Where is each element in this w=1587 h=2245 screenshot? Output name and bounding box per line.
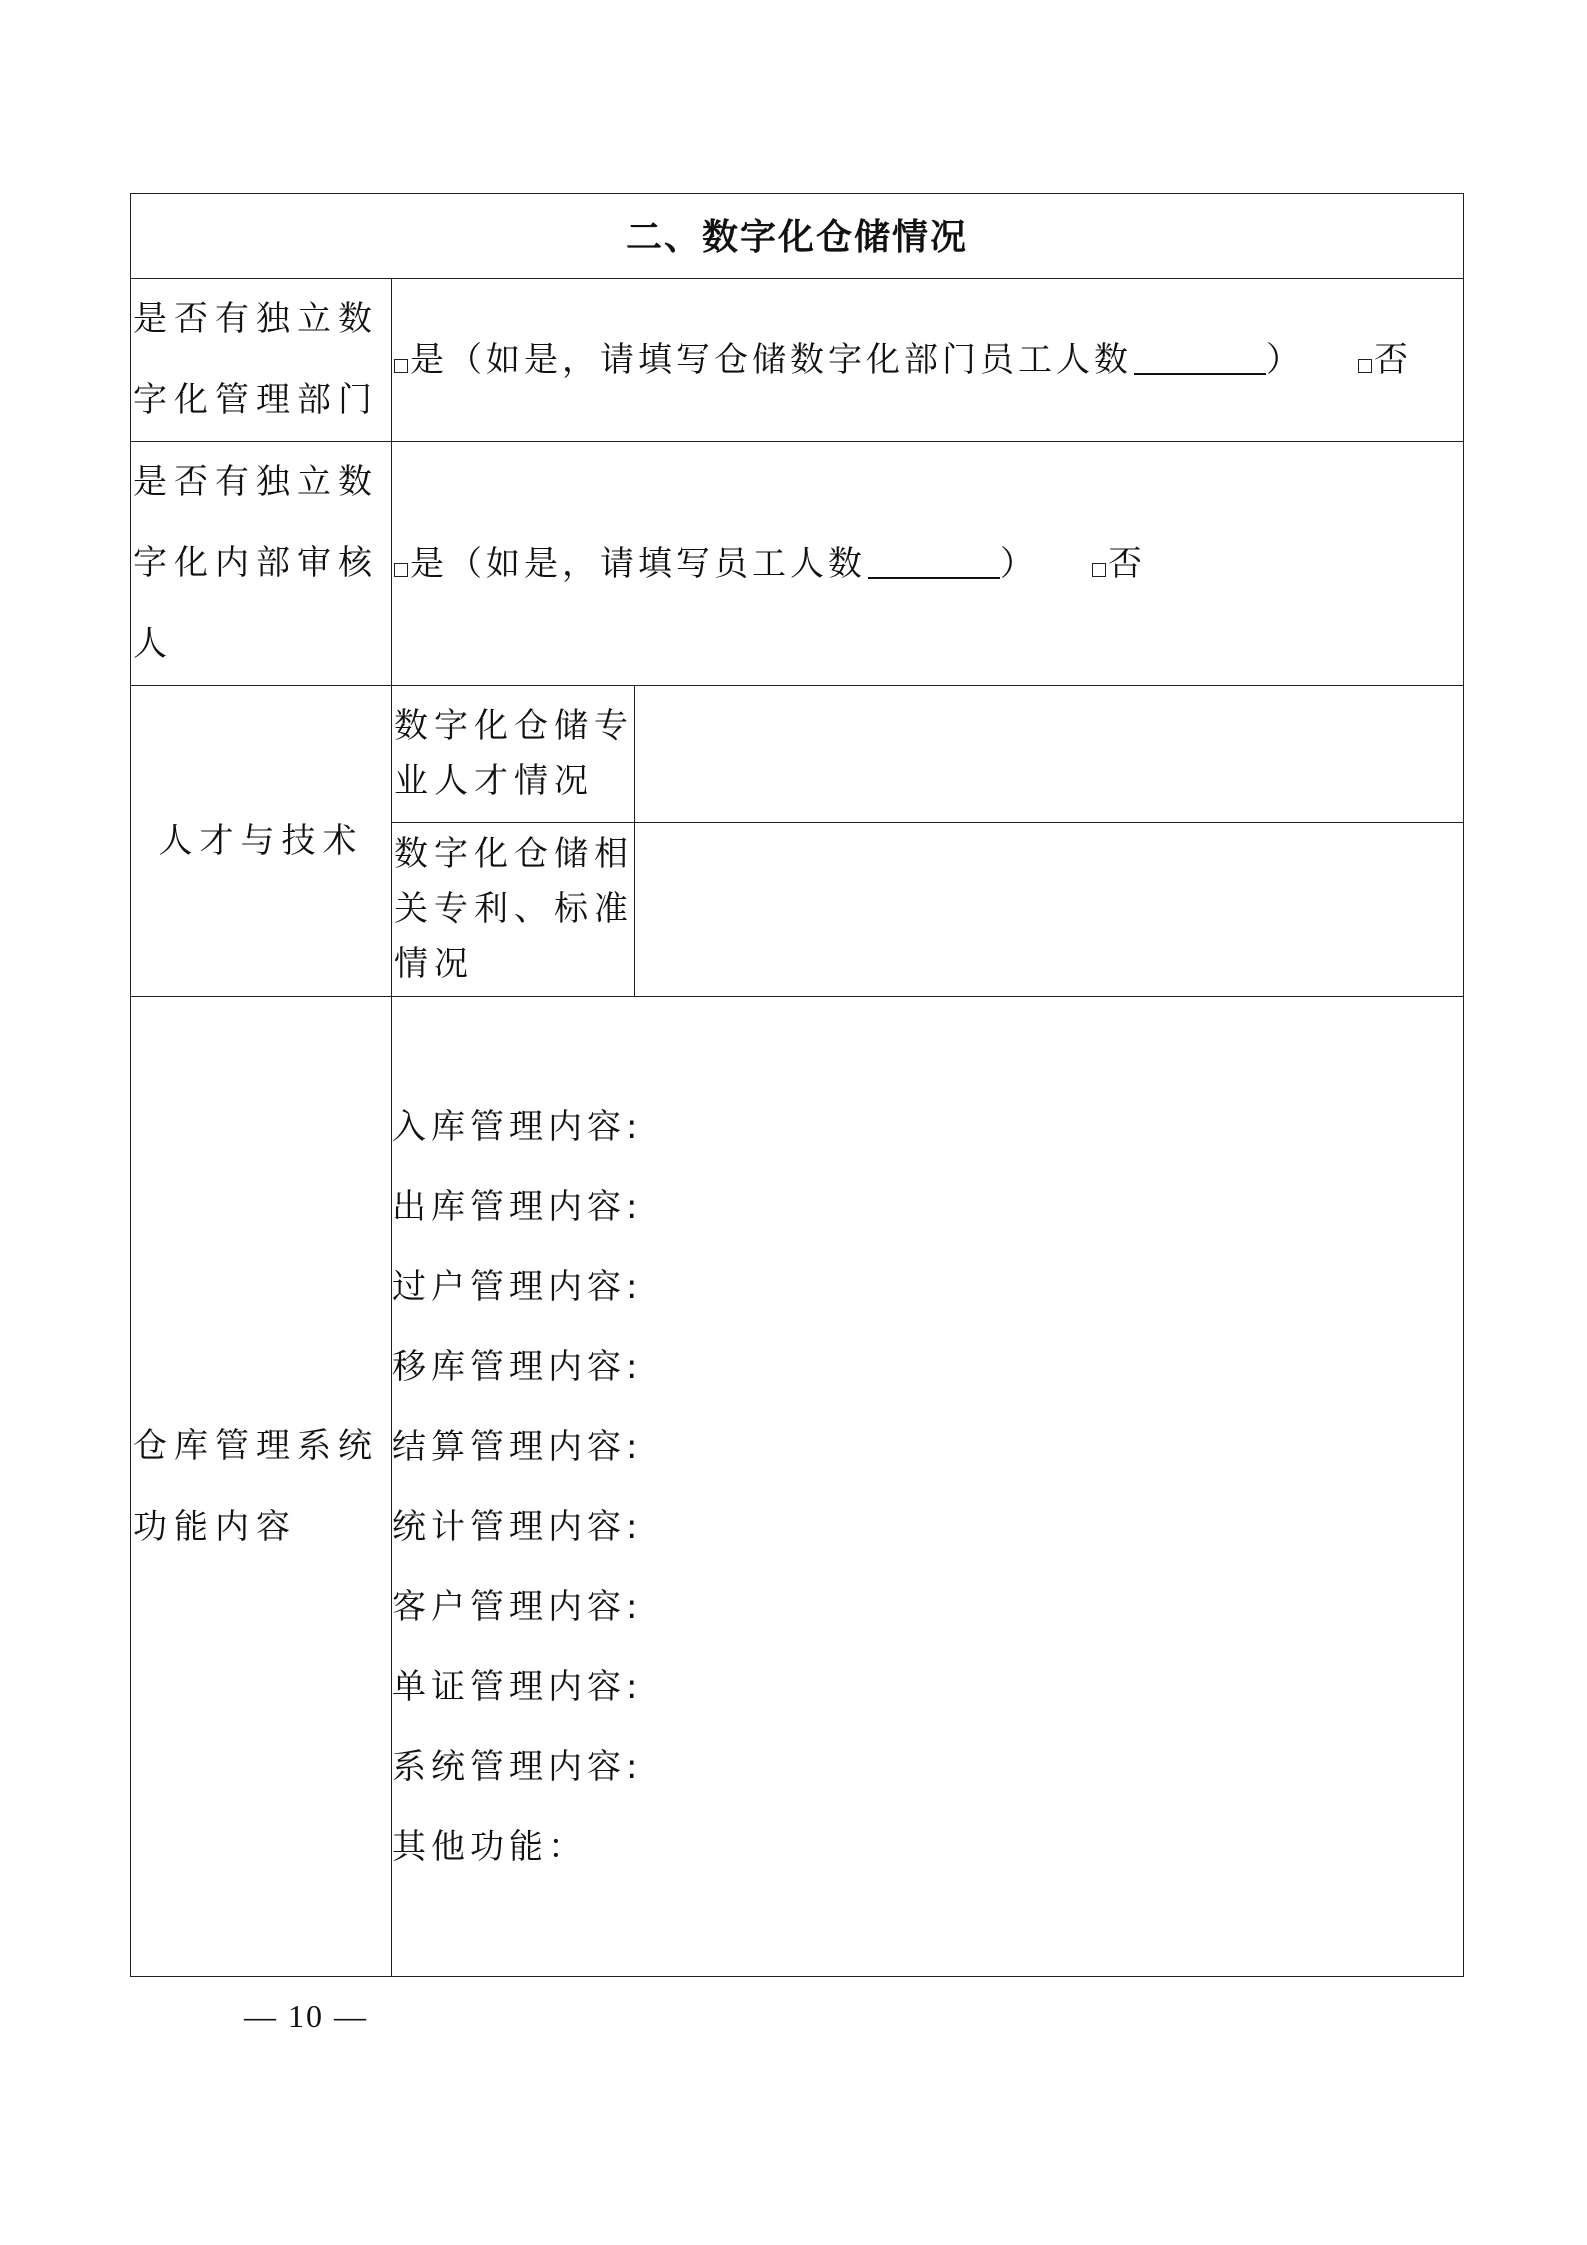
wms-label bbox=[131, 997, 392, 1977]
wms-label-line2: 功能内容 bbox=[133, 1506, 297, 1547]
talent-sub-label-1-line1: 数字化仓储专 bbox=[394, 706, 634, 746]
department-answer-cell bbox=[392, 279, 1464, 442]
department-label bbox=[131, 279, 392, 442]
auditor-label-line3: 人 bbox=[133, 624, 174, 664]
list-item: 过户管理内容: bbox=[392, 1266, 643, 1307]
talent-sub-label-2 bbox=[392, 823, 635, 997]
talent-answer-cell-2[interactable] bbox=[635, 823, 1464, 997]
list-item: 入库管理内容: bbox=[392, 1106, 643, 1147]
talent-sub-label-2-line3: 情况 bbox=[394, 944, 474, 984]
wms-function-list bbox=[392, 997, 1464, 1977]
warehouse-digitalization-form bbox=[130, 193, 1464, 1977]
department-close-paren: ） bbox=[1266, 340, 1300, 380]
department-row bbox=[131, 279, 1464, 442]
list-item: 出库管理内容: bbox=[392, 1186, 643, 1227]
talent-sub-label-1-line2: 业人才情况 bbox=[394, 761, 594, 801]
wms-label-line1: 仓库管理系统 bbox=[133, 1425, 379, 1466]
department-label-line2: 字化管理部门 bbox=[133, 380, 379, 420]
talent-row-1 bbox=[131, 686, 1464, 823]
list-item: 统计管理内容: bbox=[392, 1506, 643, 1547]
page-number: — 10 — bbox=[244, 1998, 368, 2034]
talent-answer-cell-1[interactable] bbox=[635, 686, 1464, 823]
list-item: 系统管理内容: bbox=[392, 1746, 643, 1787]
auditor-row bbox=[131, 442, 1464, 686]
auditor-label-line2: 字化内部审核 bbox=[133, 543, 379, 583]
wms-row bbox=[131, 997, 1464, 1977]
department-no-text: 否 bbox=[1374, 340, 1408, 380]
auditor-answer-cell bbox=[392, 442, 1464, 686]
list-item: 移库管理内容: bbox=[392, 1346, 643, 1387]
auditor-staff-count-blank[interactable] bbox=[868, 547, 1000, 579]
auditor-close-paren: ） bbox=[1000, 543, 1034, 584]
department-yes-text: 是（如是，请填写仓储数字化部门员工人数 bbox=[410, 340, 1132, 380]
auditor-yes-text: 是（如是，请填写员工人数 bbox=[410, 543, 866, 584]
section-title: 二、数字化仓储情况 bbox=[131, 194, 1464, 279]
department-label-line1: 是否有独立数 bbox=[133, 299, 379, 339]
auditor-no-checkbox[interactable] bbox=[1092, 563, 1106, 577]
auditor-label-line1: 是否有独立数 bbox=[133, 462, 379, 502]
auditor-no-text: 否 bbox=[1108, 543, 1142, 584]
talent-sub-label-1 bbox=[392, 686, 635, 823]
department-no-checkbox[interactable] bbox=[1358, 359, 1372, 373]
talent-sub-label-2-line1: 数字化仓储相 bbox=[394, 834, 634, 874]
list-item: 结算管理内容: bbox=[392, 1426, 643, 1467]
title-row bbox=[131, 194, 1464, 279]
list-item: 客户管理内容: bbox=[392, 1586, 643, 1627]
department-staff-count-blank[interactable] bbox=[1134, 343, 1266, 375]
department-yes-checkbox[interactable] bbox=[394, 359, 408, 373]
auditor-label bbox=[131, 442, 392, 686]
list-item: 单证管理内容: bbox=[392, 1666, 643, 1707]
list-item: 其他功能： bbox=[392, 1826, 587, 1867]
auditor-yes-checkbox[interactable] bbox=[394, 563, 408, 577]
talent-sub-label-2-line2: 关专利、标准 bbox=[394, 889, 634, 929]
talent-tech-label: 人才与技术 bbox=[131, 686, 392, 997]
